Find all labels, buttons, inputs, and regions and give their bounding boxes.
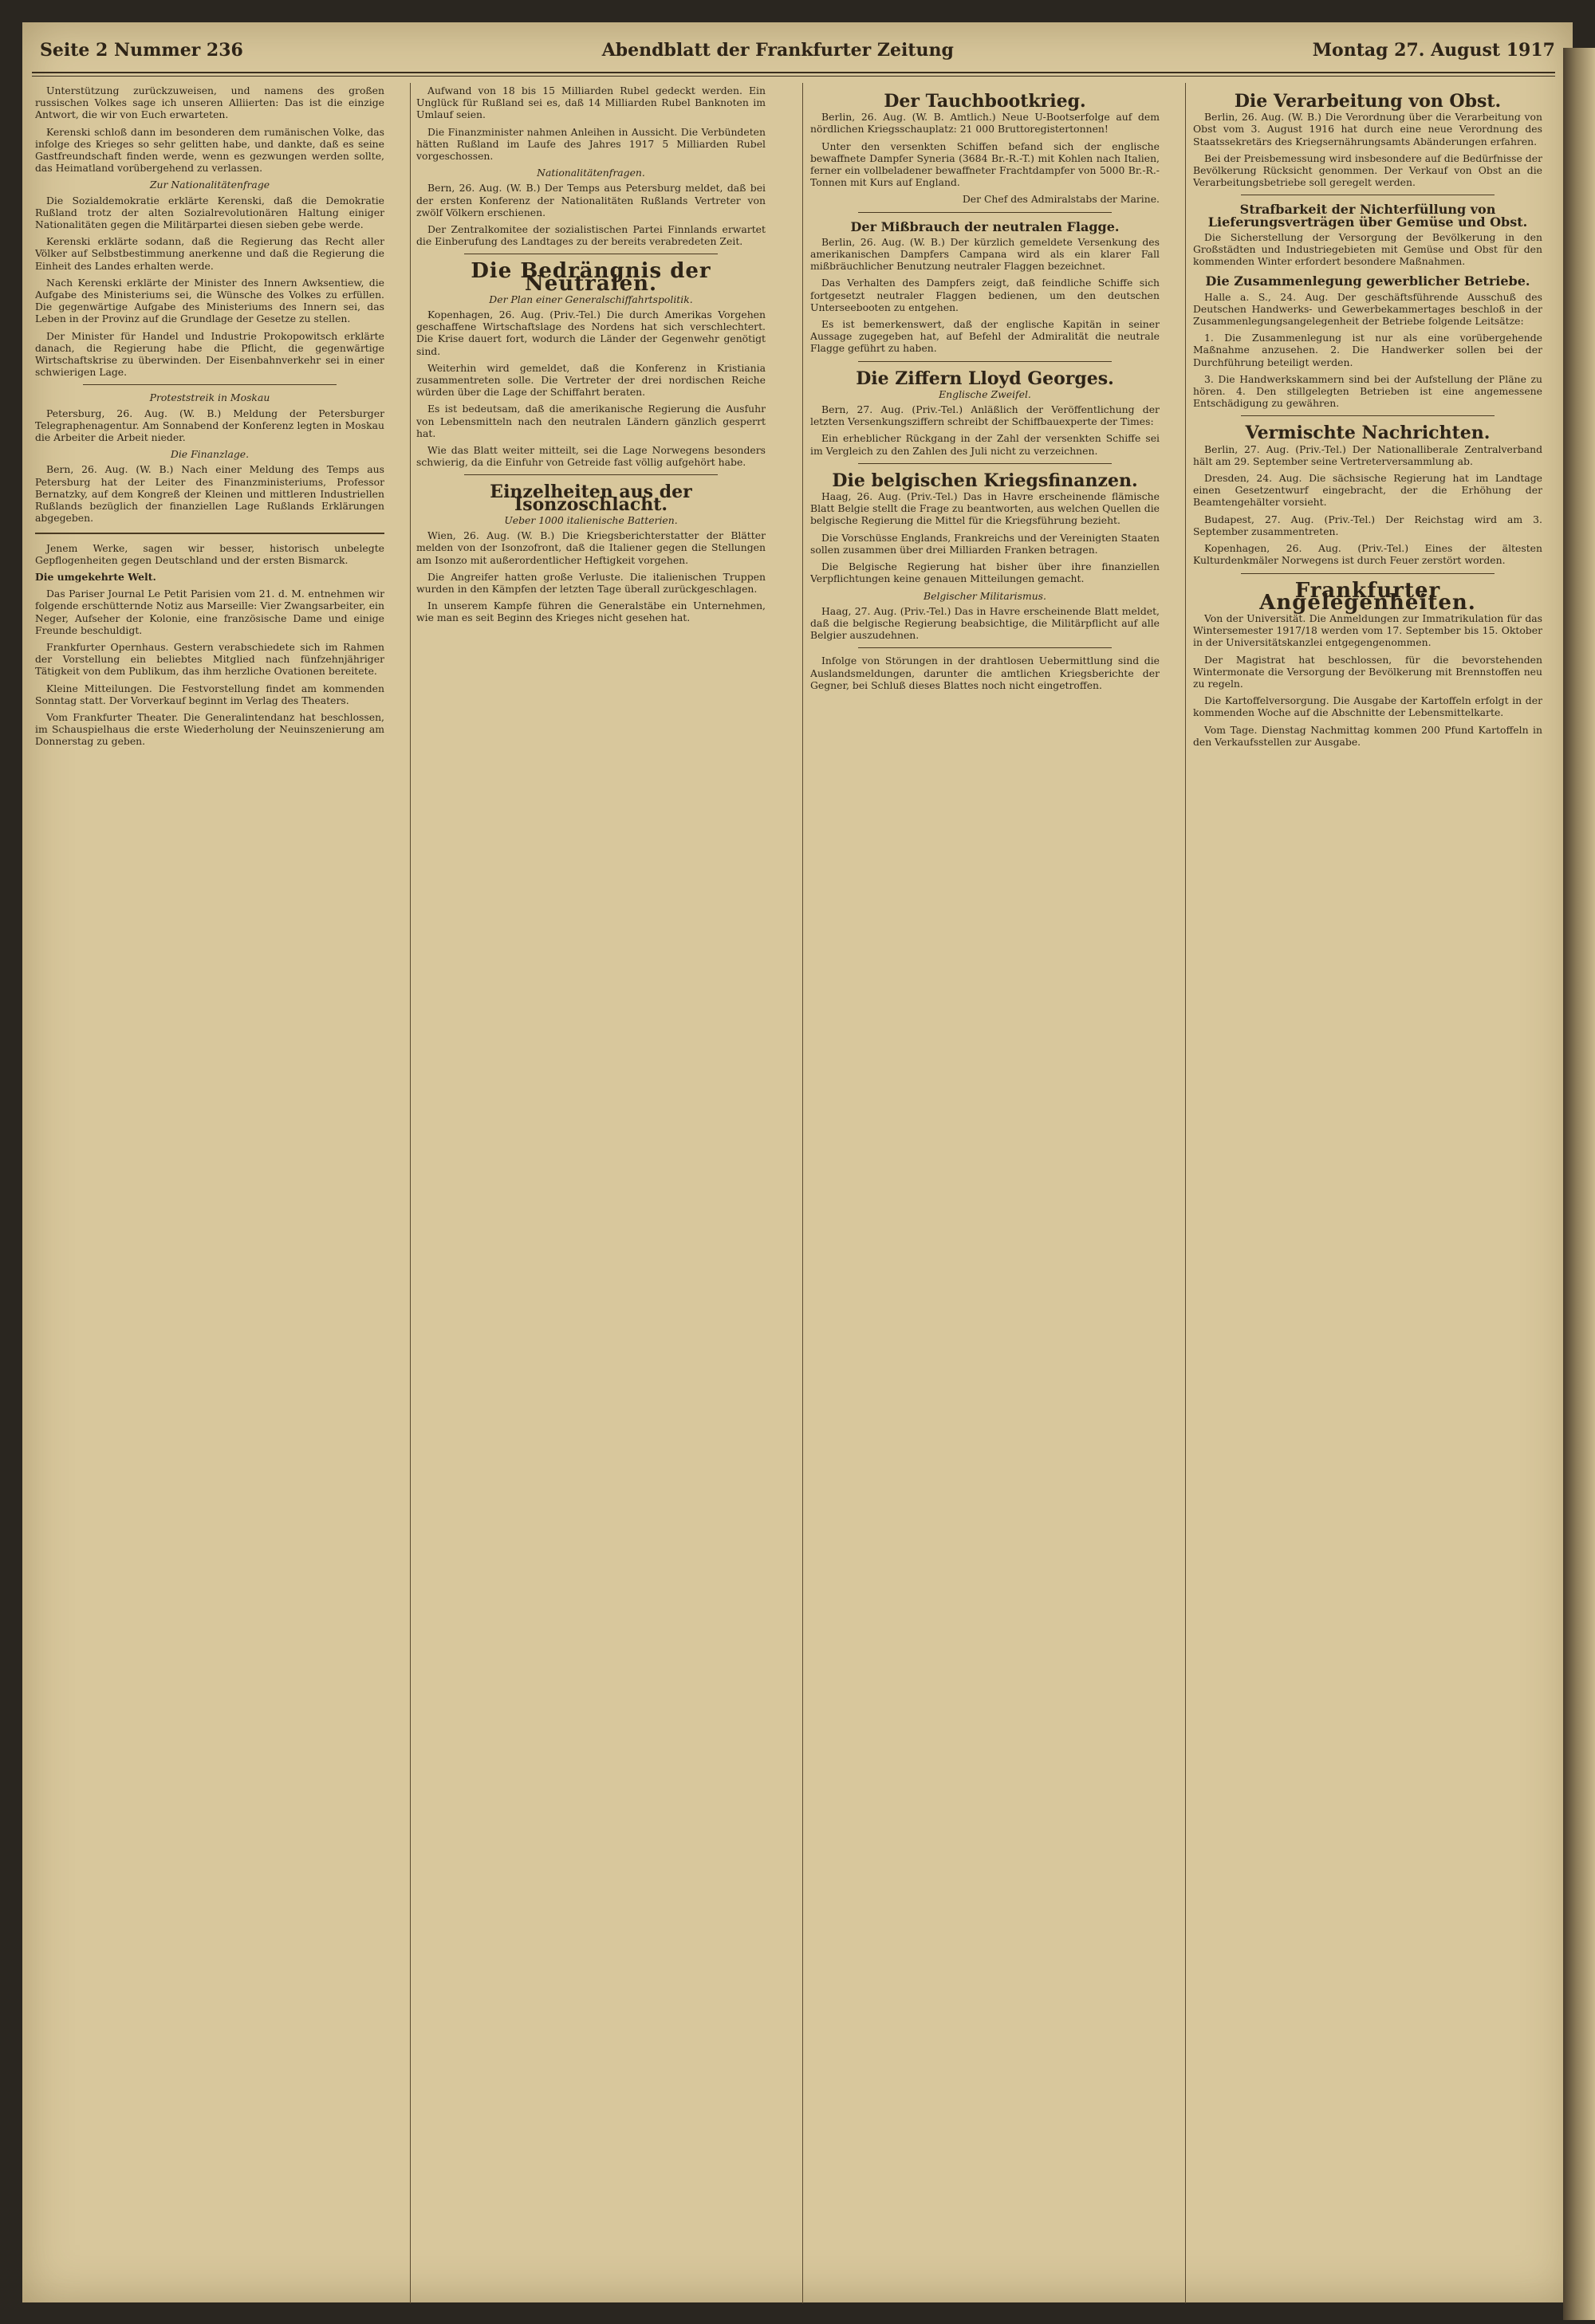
article-subheadline: Der Plan einer Generalschiffahrtspolitik. <box>489 293 693 305</box>
paragraph: Dresden, 24. Aug. Die sächsische Regierung hat im Landtage einen Gesetzentwurf eingebracht, der die Erhöhung der Beamtengehälter vorsieht. <box>1193 472 1542 509</box>
column-1 <box>35 85 384 2297</box>
paragraph: Wie das Blatt weiter mitteilt, sei die Lage Norwegens besonders schwierig, da die Einfuhr von Getreide fast völlig aufgehört habe. <box>416 444 766 469</box>
paragraph: Berlin, 27. Aug. (Priv.-Tel.) Der Nationalliberale Zentralverband hält am 29. September seine Vertreterversammlung ab. <box>1193 442 1542 467</box>
issue-date: Montag 27. August 1917 <box>1312 40 1555 61</box>
column-4 <box>1193 85 1542 2309</box>
paragraph: Kerenski schloß dann im besonderen dem rumänischen Volke, das infolge des Krieges so sehr gelitten habe, und dankte, daß es seine Gastfreundschaft finden werde, wenn es gezwungen werden sollte, das Heimatland vorübergehend zu verlassen. <box>35 125 384 175</box>
paragraph: Bei der Preisbemessung wird insbesondere auf die Bedürfnisse der Bevölkerung Rücksicht genommen. Der Verkauf von Obst an die Verarbeitungsbetriebe soll geregelt werden. <box>1193 151 1542 189</box>
header-rule <box>32 72 1555 73</box>
divider <box>858 212 1112 213</box>
column-rule <box>802 83 803 2303</box>
column-rule <box>410 83 411 2303</box>
paragraph: Die Sicherstellung der Versorgung der Bevölkerung in den Großstädten und Industriegebieten mit Gemüse und Obst für den kommenden Winter erfordert besondere Maßnahmen. <box>1193 230 1542 268</box>
paragraph: Weiterhin wird gemeldet, daß die Konferenz in Kristiania zusammentreten solle. Die Vertreter der drei nordischen Reiche würden über die Lage der Schiffahrt beraten. <box>416 361 766 399</box>
paragraph: Bern, 26. Aug. (W. B.) Nach einer Meldung des Temps aus Petersburg hat der Leiter des Finanzministeriums, Professor Bernatzky, auf dem Kongreß der Kleinen und mittleren Industriellen Rußlands bezüglich der finanziellen Lage Rußlands Erklärungen abgegeben. <box>35 463 384 525</box>
section-heading: Nationalitätenfragen. <box>537 167 645 179</box>
paragraph: Haag, 26. Aug. (Priv.-Tel.) Das in Havre erscheinende flämische Blatt Belgie stellt die Frage zu beantworten, aus welchen Quellen die belgische Regierung die Mittel für die Kriegsführung bezieht. <box>810 490 1160 527</box>
divider <box>1241 573 1495 574</box>
paragraph: Berlin, 26. Aug. (W. B.) Der kürzlich gemeldete Versenkung des amerikanischen Dampfers Campana wird als ein klarer Fall mißbräuchlicher Benutzung neutraler Flaggen bezeichnet. <box>810 235 1160 273</box>
paragraph: Halle a. S., 24. Aug. Der geschäftsführende Ausschuß des Deutschen Handwerks- und Gewerbekammertages beschloß in der Zusammenlegungsangelegenheit der Betriebe folgende Leitsätze: <box>1193 290 1542 328</box>
article-subheadline: Englische Zweifel. <box>939 387 1031 400</box>
section-heading: Proteststreik in Moskau <box>149 391 270 404</box>
paragraph: Kopenhagen, 26. Aug. (Priv.-Tel.) Die durch Amerikas Vorgehen geschaffene Wirtschaftslage des Nordens hat sich verschlechtert. Die Krise dauert fort, wodurch die Länder der Gegenwehr genötigt sind. <box>416 309 766 357</box>
article-headline: Einzelheiten aus der Isonzoschlacht. <box>490 482 692 515</box>
divider <box>858 647 1112 648</box>
paragraph: Frankfurter Opernhaus. Gestern verabschiedete sich im Rahmen der Vorstellung ein beliebtes Mitglied nach fünfzehnjähriger Tätigkeit von dem Publikum, das ihm herzliche Ovationen bereitete. <box>35 640 384 678</box>
paragraph: Berlin, 26. Aug. (W. B. Amtlich.) Neue U-Bootserfolge auf dem nördlichen Kriegsschauplatz: 21 000 Bruttoregistertonnen! <box>810 111 1160 136</box>
paragraph: Unter den versenkten Schiffen befand sich der englische bewaffnete Dampfer Syneria (3684 Br.-R.-T.) mit Kohlen nach Italien, ferner ein vollbeladener bewaffneter Frachtdampfer von 5000 Br.-R.-Tonnen mit Kurs auf England. <box>810 140 1160 189</box>
paragraph: Das Pariser Journal Le Petit Parisien vom 21. d. M. entnehmen wir folgende erschütternde Notiz aus Marseille: Vier Zwangsarbeiter, ein Neger, Aufseher der Kolonie, eine französische Dame und einige Freunde beschuldigt. <box>35 588 384 636</box>
paragraph: Die Finanzminister nahmen Anleihen in Aussicht. Die Verbündeten hätten Rußland im Laufe des Jahres 1917 5 Milliarden Rubel vorgeschossen. <box>416 125 766 163</box>
article-headline: Der Mißbrauch der neutralen Flagge. <box>850 218 1120 234</box>
column-2 <box>416 85 766 2301</box>
paragraph: Die Kartoffelversorgung. Die Ausgabe der Kartoffeln erfolgt in der kommenden Woche auf die Abschnitte der Lebensmittelkarte. <box>1193 694 1542 719</box>
paragraph: Die Vorschüsse Englands, Frankreichs und der Vereinigten Staaten sollen zusammen über drei Milliarden Franken betragen. <box>810 531 1160 556</box>
paragraph: Es ist bedeutsam, daß die amerikanische Regierung die Ausfuhr von Lebensmitteln nach den neutralen Ländern gänzlich gesperrt hat. <box>416 403 766 439</box>
paragraph: Die Angreifer hatten große Verluste. Die italienischen Truppen wurden in den Kämpfen der letzten Tage überall zurückgeschlagen. <box>416 570 766 595</box>
divider <box>1241 415 1495 416</box>
article-headline: Der Tauchbootkrieg. <box>884 91 1086 112</box>
paragraph: Unterstützung zurückzuweisen, und namens des großen russischen Volkes sage ich unseren Alliierten: Das ist die einzige Antwort, die wir von Euch erwarteten. <box>35 85 384 121</box>
paragraph: Kopenhagen, 26. Aug. (Priv.-Tel.) Eines der ältesten Kulturdenkmäler Norwegens ist durch Feuer zerstört worden. <box>1193 542 1542 567</box>
paragraph: Die Sozialdemokratie erklärte Kerenski, daß die Demokratie Rußland trotz der alten Sozialrevolutionären Haltung einiger Nationalitäten gegen die Militärpartei diesen sieben gebe werde. <box>35 194 384 231</box>
masthead: Abendblatt der Frankfurter Zeitung <box>601 40 954 61</box>
paragraph: Der Zentralkomitee der sozialistischen Partei Finnlands erwartet die Einberufung des Landtages zu der bereits verabredeten Zeit. <box>416 223 766 248</box>
paragraph: Das Verhalten des Dampfers zeigt, daß feindliche Schiffe sich fortgesetzt neutraler Flaggen bedienen, um den deutschen Unterseebooten zu entgehen. <box>810 277 1160 313</box>
article-subheadline: Ueber 1000 italienische Batterien. <box>504 513 678 526</box>
paragraph: Jenem Werke, sagen wir besser, historisch unbelegte Gepflogenheiten gegen Deutschland und der ersten Bismarck. <box>35 541 384 566</box>
paragraph: Haag, 27. Aug. (Priv.-Tel.) Das in Havre erscheinende Blatt meldet, daß die belgische Regierung beabsichtige, die Militärpflicht auf alle Belgier auszudehnen. <box>810 604 1160 642</box>
divider <box>858 361 1112 362</box>
paragraph: Vom Frankfurter Theater. Die Generalintendanz hat beschlossen, im Schauspielhaus die erste Wiederholung der Neuinszenierung am Donnerstag zu geben. <box>35 710 384 748</box>
article-headline: Frankfurter Angelegenheiten. <box>1259 578 1476 615</box>
paragraph: Petersburg, 26. Aug. (W. B.) Meldung der Petersburger Telegraphenagentur. Am Sonnabend der Konferenz legten in Moskau die Arbeiter die Arbeit nieder. <box>35 407 384 444</box>
paragraph: Vom Tage. Dienstag Nachmittag kommen 200 Pfund Kartoffeln in den Verkaufsstellen zur Ausgabe. <box>1193 723 1542 748</box>
paragraph: Der Minister für Handel und Industrie Prokopowitsch erklärte danach, die Regierung habe die Pflicht, die gegenwärtige Wirtschaftskrise zu überwinden. Der Eisenbahnverkehr sei in einer schwierigen Lage. <box>35 329 384 379</box>
paragraph: 3. Die Handwerkskammern sind bei der Aufstellung der Pläne zu hören. 4. Den stillgelegten Betrieben ist eine angemessene Entschädigung zu gewähren. <box>1193 372 1542 410</box>
section-heading: Die Finanzlage. <box>170 448 250 461</box>
article-headline: Strafbarkeit der Nichterfüllung von Lieferungsverträgen über Gemüse und Obst. <box>1207 202 1528 230</box>
paragraph: Budapest, 27. Aug. (Priv.-Tel.) Der Reichstag wird am 3. September zusammentreten. <box>1193 513 1542 537</box>
paragraph: Kleine Mitteilungen. Die Festvorstellung findet am kommenden Sonntag statt. Der Vorverkauf beginnt im Verlag des Theaters. <box>35 682 384 706</box>
article-headline: Die Bedrängnis der Neutralen. <box>471 259 711 296</box>
paragraph: Infolge von Störungen in der drahtlosen Uebermittlung sind die Auslandsmeldungen, darunter die amtlichen Kriegsberichte der Gegner, bei Schluß dieses Blattes noch nicht eingetroffen. <box>810 655 1160 691</box>
paragraph: Die Belgische Regierung hat bisher über ihre finanziellen Verpflichtungen keine genauen Mitteilungen gemacht. <box>810 560 1160 585</box>
paragraph: 1. Die Zusammenlegung ist nur als eine vorübergehende Maßnahme anzusehen. 2. Die Handwerker sollen bei der Durchführung beteiligt werden. <box>1193 332 1542 368</box>
article-headline: Die Verarbeitung von Obst. <box>1234 91 1502 112</box>
column-3 <box>810 85 1160 2309</box>
book-binding-edge <box>1563 48 1595 2320</box>
paragraph: Bern, 27. Aug. (Priv.-Tel.) Anläßlich der Veröffentlichung der letzten Versenkungsziffern schreibt der Schiffbauexperte der Times: <box>810 403 1160 428</box>
article-headline: Die Ziffern Lloyd Georges. <box>856 368 1114 389</box>
paragraph: Wien, 26. Aug. (W. B.) Die Kriegsberichterstatter der Blätter melden von der Isonzofront, daß die Italiener gegen die Stellungen am Isonzo mit außerordentlicher Heftigkeit vorgehen. <box>416 529 766 566</box>
article-headline: Die Zusammenlegung gewerblicher Betriebe. <box>1205 273 1530 289</box>
paragraph: Nach Kerenski erklärte der Minister des Innern Awksentiew, die Aufgabe des Ministeriums sei, die Wünsche des Volkes zu erfüllen. Die gegenwärtige Aufgabe des Ministeriums des Innern sei, das Leben in der Provinz auf die Grundlage der Gesetze zu stellen. <box>35 276 384 325</box>
paragraph: Ein erheblicher Rückgang in der Zahl der versenkten Schiffe sei im Vergleich zu den Zahlen des Juli nicht zu verzeichnen. <box>810 432 1160 457</box>
header-rule-thin <box>32 76 1555 77</box>
paragraph: Es ist bemerkenswert, daß der englische Kapitän in seiner Aussage zugegeben hat, auf Befehl der Admiralität die neutrale Flagge geführt zu haben. <box>810 318 1160 355</box>
section-heading: Zur Nationalitätenfrage <box>149 179 270 191</box>
paragraph: Berlin, 26. Aug. (W. B.) Die Verordnung über die Verarbeitung von Obst vom 3. August 1916 hat durch eine neue Verordnung des Staatssekretärs des Kriegsernährungsamts Abänderungen erfahren. <box>1193 111 1542 147</box>
divider <box>464 474 718 475</box>
paragraph: Kerenski erklärte sodann, daß die Regierung das Recht aller Völker auf Selbstbestimmung anerkenne und daß die Regierung die Einheit des Landes erhalten werde. <box>35 235 384 272</box>
paragraph: Bern, 26. Aug. (W. B.) Der Temps aus Petersburg meldet, daß bei der ersten Konferenz der Nationalitäten Rußlands Vertreter von zwölf Völkern erschienen. <box>416 182 766 218</box>
article-headline: Vermischte Nachrichten. <box>1245 423 1491 444</box>
paragraph: In unserem Kampfe führen die Generalstäbe ein Unternehmen, wie man es seit Beginn des Krieges nicht gesehen hat. <box>416 600 766 624</box>
feuilleton-title: Die umgekehrte Welt. <box>35 570 156 583</box>
page-number: Seite 2 Nummer 236 <box>40 40 243 61</box>
section-heading: Belgischer Militarismus. <box>924 589 1046 602</box>
divider <box>858 463 1112 464</box>
running-header <box>40 36 1555 65</box>
paragraph: Der Magistrat hat beschlossen, für die bevorstehenden Wintermonate die Versorgung der Bevölkerung mit Brennstoffen neu zu regeln. <box>1193 653 1542 690</box>
signature: Der Chef des Admiralstabs der Marine. <box>962 193 1160 206</box>
paragraph: Aufwand von 18 bis 15 Milliarden Rubel gedeckt werden. Ein Unglück für Rußland sei es, daß 14 Milliarden Rubel Banknoten im Umlauf seien. <box>416 85 766 121</box>
paragraph: Von der Universität. Die Anmeldungen zur Immatrikulation für das Wintersemester 1917/18 werden vom 17. September bis 15. Oktober in der Universitätskanzlei entgegengenommen. <box>1193 611 1542 649</box>
feuilleton-rule <box>35 533 384 534</box>
divider <box>83 384 337 385</box>
column-rule <box>1185 83 1186 2303</box>
article-headline: Die belgischen Kriegsfinanzen. <box>832 470 1138 491</box>
